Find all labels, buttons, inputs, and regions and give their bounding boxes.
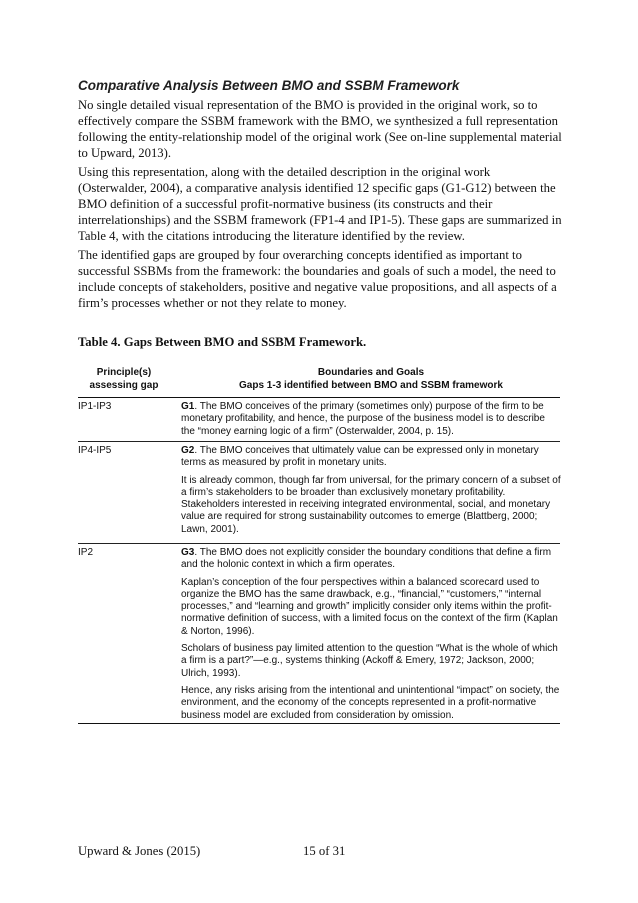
header-principles-line2: assessing gap — [89, 380, 159, 391]
row-divider — [78, 543, 560, 544]
section-heading: Comparative Analysis Between BMO and SSBM Framework — [78, 78, 460, 93]
table-caption: Table 4. Gaps Between BMO and SSBM Framework. — [78, 335, 367, 349]
header-gaps-line1: Boundaries and Goals — [317, 367, 425, 378]
gap-text: . The BMO conceives that ultimately value can be expressed only in monetary terms as measured by profit in monetary units. — [181, 445, 539, 469]
gap-cell — [181, 547, 561, 727]
row-divider — [78, 441, 560, 442]
gap-detail: Hence, any risks arising from the intentional and unintentional “impact” on society, the environment, and the economy of the concepts represented in a profit-normative business model are excluded from consideration by omission. — [181, 684, 560, 721]
table-header-rule — [78, 397, 560, 398]
table-bottom-rule — [78, 723, 560, 724]
gap-detail: It is already common, though far from universal, for the primary concern of a subset of a firm’s stakeholders to be broader than exclusively monetary profitability. Stakeholders interested in receiving integrated environmental, social, and monetary value are required for strong sustainability outcomes to emerge (Blattberg, 2000; Lawn, 2001). — [181, 474, 561, 535]
gap-detail: Scholars of business pay limited attention to the question “What is the whole of which a firm is a part?”—e.g., systems thinking (Ackoff & Emery, 1972; Jackson, 2000; Ulrich, 1993). — [181, 643, 558, 679]
principle-cell: IP2 — [78, 547, 94, 558]
principle-cell: IP4-IP5 — [78, 445, 112, 456]
gap-id: G1 — [181, 401, 195, 412]
gap-detail: Kaplan’s conception of the four perspectives within a balanced scorecard used to organize the BMO has the same drawback, e.g., “financial,” “customers,” “internal processes,” and “learning and growth” implicitly consider only items within the profit-normative definition of success, with a limited focus on the context of the firm (Kaplan & Norton, 1996). — [181, 576, 558, 637]
gap-cell — [181, 445, 561, 541]
header-principles — [78, 366, 170, 392]
principle-cell: IP1-IP3 — [78, 401, 112, 412]
gap-cell — [181, 401, 561, 443]
footer-author: Upward & Jones (2015) — [78, 844, 201, 858]
header-gaps — [182, 366, 560, 392]
header-gaps-line2: Gaps 1-3 identified between BMO and SSBM framework — [239, 380, 503, 391]
paragraph-3: The identified gaps are grouped by four overarching concepts identified as important to successful SSBMs from the framework: the boundaries and goals of such a model, the need to include concepts of stakeholders, positive and negative value propositions, and all aspects of a firm’s processes whether or not they relate to money. — [78, 248, 557, 310]
footer-page-number: 15 of 31 — [303, 844, 346, 858]
gap-id: G3 — [181, 547, 195, 558]
gap-text: . The BMO does not explicitly consider the boundary conditions that define a firm and the holonic context in which a firm operates. — [181, 547, 552, 571]
header-principles-line1: Principle(s) — [96, 367, 152, 378]
gap-text: . The BMO conceives of the primary (sometimes only) purpose of the firm to be monetary profitability, and hence, the purpose of the business model is to describe the “money earning logic of a firm” (Osterwalder, 2004, p. 15). — [181, 401, 545, 437]
gap-id: G2 — [181, 445, 195, 456]
table-header — [78, 366, 560, 392]
paragraph-1: No single detailed visual representation of the BMO is provided in the original work, so to effectively compare the SSBM framework with the BMO, we synthesized a full representation following the entity-relationship model of the original work (See on-line supplemental material to Upward, 2013). — [78, 98, 562, 160]
paragraph-2: Using this representation, along with the detailed description in the original work (Osterwalder, 2004), a comparative analysis identified 12 specific gaps (G1-G12) between the BMO definition of a successful profit-normative business (its constructs and their interrelationships) and the SSBM framework (FP1-4 and IP1-5). These gaps are summarized in Table 4, with the citations introducing the literature identified by the review. — [78, 165, 562, 243]
